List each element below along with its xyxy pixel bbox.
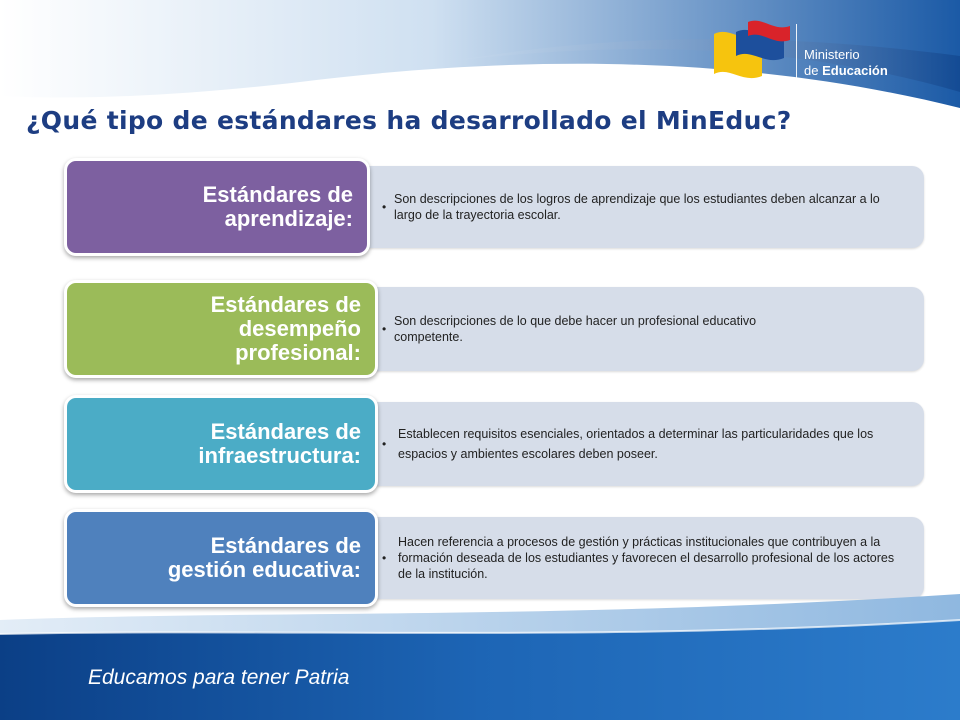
label-text xyxy=(203,183,353,231)
standard-label xyxy=(64,280,378,378)
ministerio-logo xyxy=(712,18,912,88)
description-text: Hacen referencia a procesos de gestión y prácticas institucionales que contribuyen a la formación deseada de los estudiantes y favorecen el desarrollo profesional de los actores de la institución. xyxy=(398,535,895,581)
logo-line2 xyxy=(804,64,888,78)
label-line2: aprendizaje: xyxy=(224,206,353,231)
label-text xyxy=(168,534,361,582)
label-line2: desempeño xyxy=(238,316,361,341)
label-line2: infraestructura: xyxy=(198,443,361,468)
description-box xyxy=(330,402,924,486)
description-box xyxy=(330,517,924,599)
bullet: • xyxy=(382,322,387,336)
logo-divider xyxy=(796,24,797,78)
standard-label xyxy=(64,395,378,493)
label-line1: Estándares de xyxy=(202,182,353,207)
logo-line2-prefix: de xyxy=(804,63,823,78)
label-line1: Estándares de xyxy=(210,419,361,444)
label-line3: profesional: xyxy=(235,340,361,365)
label-line1: Estándares de xyxy=(210,533,361,558)
description-text: Establecen requisitos esenciales, orientados a determinar las particularidades que los espacios y ambientes escolares deben poseer. xyxy=(398,427,874,461)
logo-line2-bold: Educación xyxy=(822,63,888,78)
bullet: • xyxy=(382,437,387,451)
bullet: • xyxy=(382,551,387,565)
logo-line1: Ministerio xyxy=(804,47,860,62)
description-text: Son descripciones de lo que debe hacer un profesional educativo competente. xyxy=(394,314,757,344)
label-line1: Estándares de xyxy=(210,292,361,317)
bullet: • xyxy=(382,200,387,214)
page-title: ¿Qué tipo de estándares ha desarrollado el MinEduc? xyxy=(26,106,792,135)
standard-label xyxy=(64,158,370,256)
description-box xyxy=(330,166,924,248)
footer-slogan: Educamos para tener Patria xyxy=(88,666,350,689)
label-text xyxy=(198,420,361,468)
description-box xyxy=(330,287,924,371)
footer-band xyxy=(0,590,960,720)
label-text xyxy=(211,293,361,365)
label-line2: gestión educativa: xyxy=(167,557,361,582)
description-text: Son descripciones de los logros de aprendizaje que los estudiantes deben alcanzar a lo largo de la trayectoria escolar. xyxy=(394,192,880,222)
ecuador-flag-emblem-icon xyxy=(712,18,792,82)
